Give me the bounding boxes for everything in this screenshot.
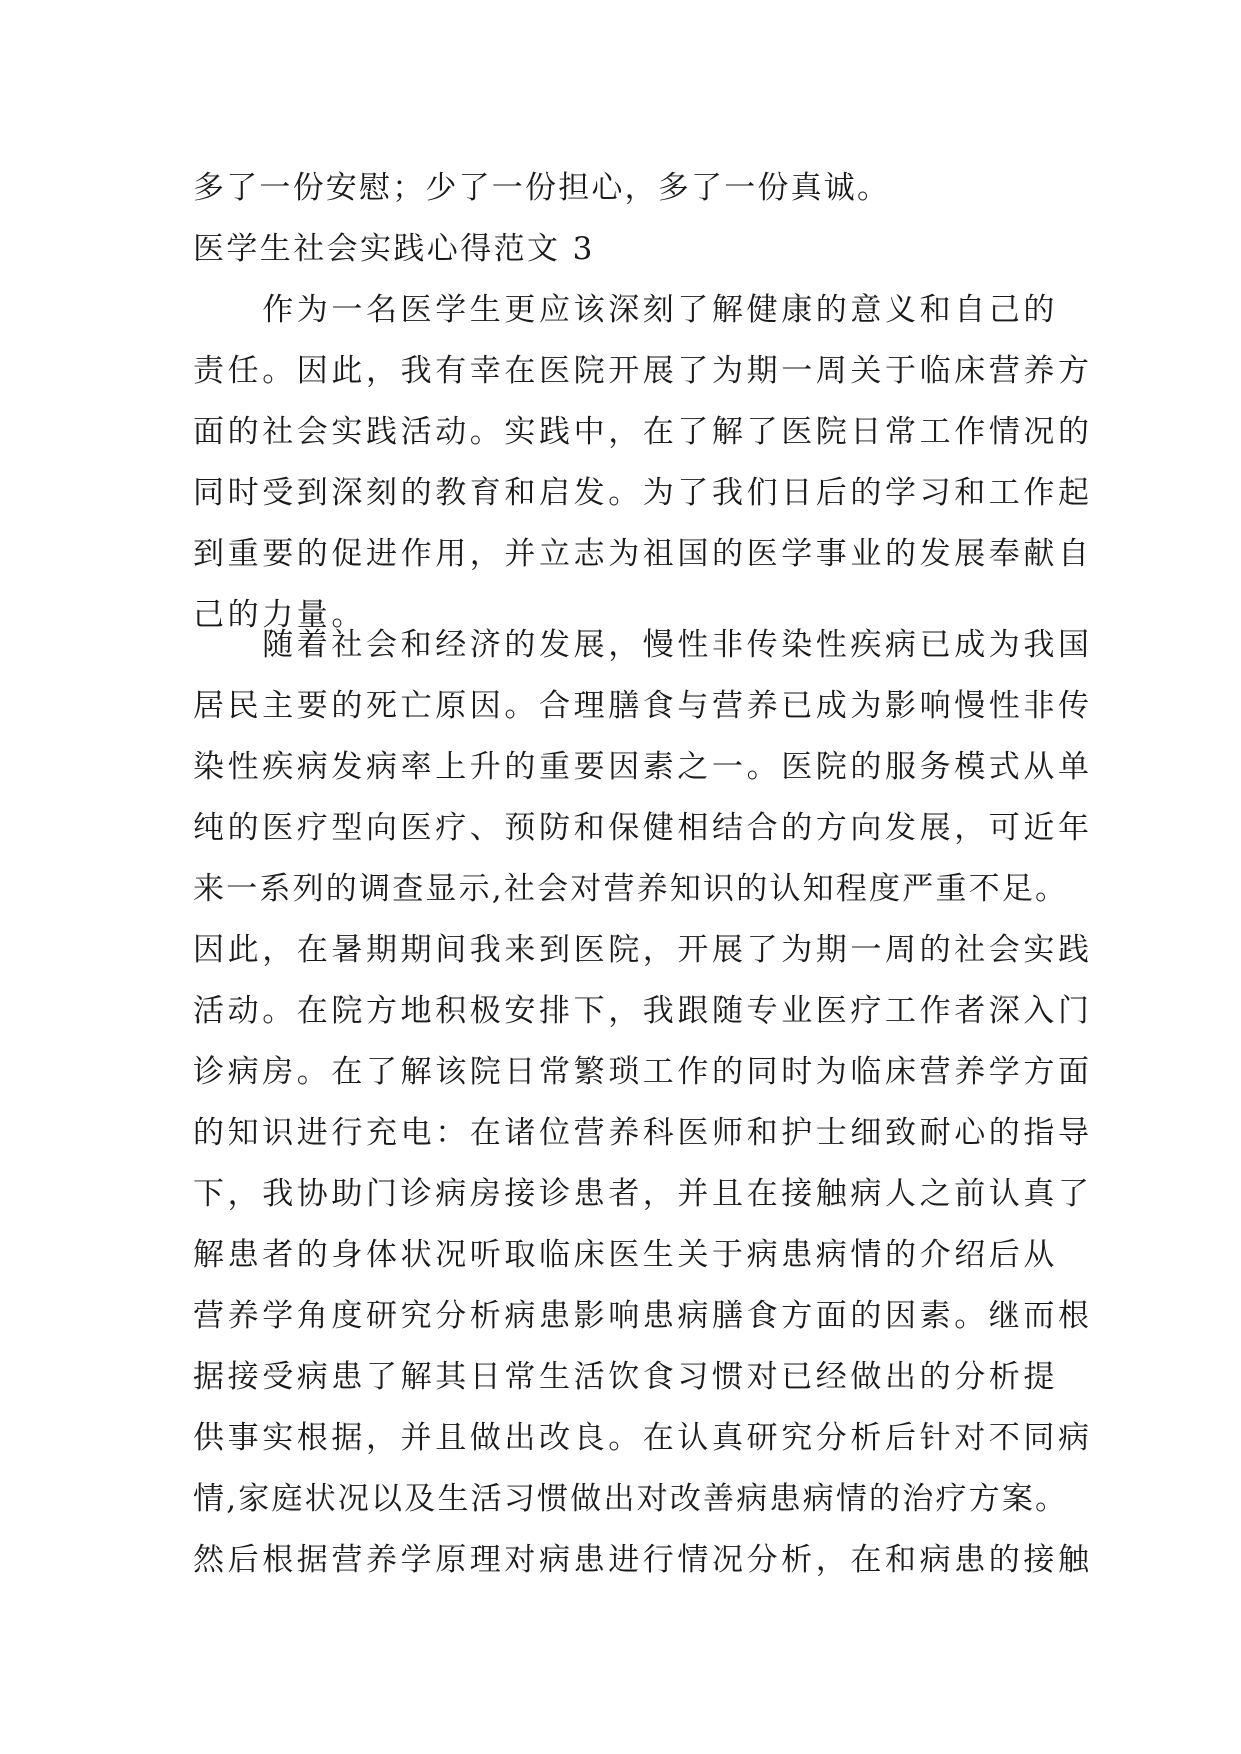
text-line: 多了一份安慰；少了一份担心，多了一份真诚。 [193, 170, 891, 206]
text-line: 己的力量。 [193, 597, 366, 633]
text-line: 染性疾病发病率上升的重要因素之一。医院的服务模式从单 [193, 749, 1093, 785]
text-line: 的知识进行充电：在诸位营养科医师和护士细致耐心的指导 [193, 1115, 1093, 1151]
text-line: 到重要的促进作用，并立志为祖国的医学事业的发展奉献自 [193, 536, 1093, 572]
text-line: 解患者的身体状况听取临床医生关于病患病情的介绍后从 [193, 1237, 1058, 1273]
paragraph-1 [193, 280, 1093, 646]
text-line: 供事实根据，并且做出改良。在认真研究分析后针对不同病 [193, 1420, 1093, 1456]
text-line: 情,家庭状况以及生活习惯做出对改善病患病情的治疗方案。 [193, 1481, 1069, 1517]
text-line: 纯的医疗型向医疗、预防和保健相结合的方向发展，可近年 [193, 810, 1093, 846]
text-line: 作为一名医学生更应该深刻了解健康的意义和自己的 [193, 292, 1058, 328]
text-line: 因此，在暑期期间我来到医院，开展了为期一周的社会实践 [193, 932, 1093, 968]
text-line: 活动。在院方地积极安排下，我跟随专业医疗工作者深入门 [193, 993, 1093, 1029]
heading-line: 医学生社会实践心得范文 3 [193, 231, 595, 267]
text-line: 随着社会和经济的发展，慢性非传染性疾病已成为我国 [193, 627, 1093, 663]
text-line: 面的社会实践活动。实践中，在了解了医院日常工作情况的 [193, 414, 1093, 450]
text-line: 据接受病患了解其日常生活饮食习惯对已经做出的分析提 [193, 1359, 1058, 1395]
text-fragment [193, 158, 1053, 219]
text-line: 营养学角度研究分析病患影响患病膳食方面的因素。继而根 [193, 1298, 1093, 1334]
text-line: 同时受到深刻的教育和启发。为了我们日后的学习和工作起 [193, 475, 1093, 511]
text-line: 下，我协助门诊病房接诊患者，并且在接触病人之前认真了 [193, 1176, 1093, 1212]
text-line: 然后根据营养学原理对病患进行情况分析，在和病患的接触 [193, 1542, 1093, 1578]
text-line: 来一系列的调查显示,社会对营养知识的认知程度严重不足。 [193, 871, 1069, 907]
text-line: 责任。因此，我有幸在医院开展了为期一周关于临床营养方 [193, 353, 1093, 389]
paragraph-2 [193, 615, 1093, 1591]
text-line: 居民主要的死亡原因。合理膳食与营养已成为影响慢性非传 [193, 688, 1093, 724]
section-heading [193, 219, 1053, 280]
text-line: 诊病房。在了解该院日常繁琐工作的同时为临床营养学方面 [193, 1054, 1093, 1090]
